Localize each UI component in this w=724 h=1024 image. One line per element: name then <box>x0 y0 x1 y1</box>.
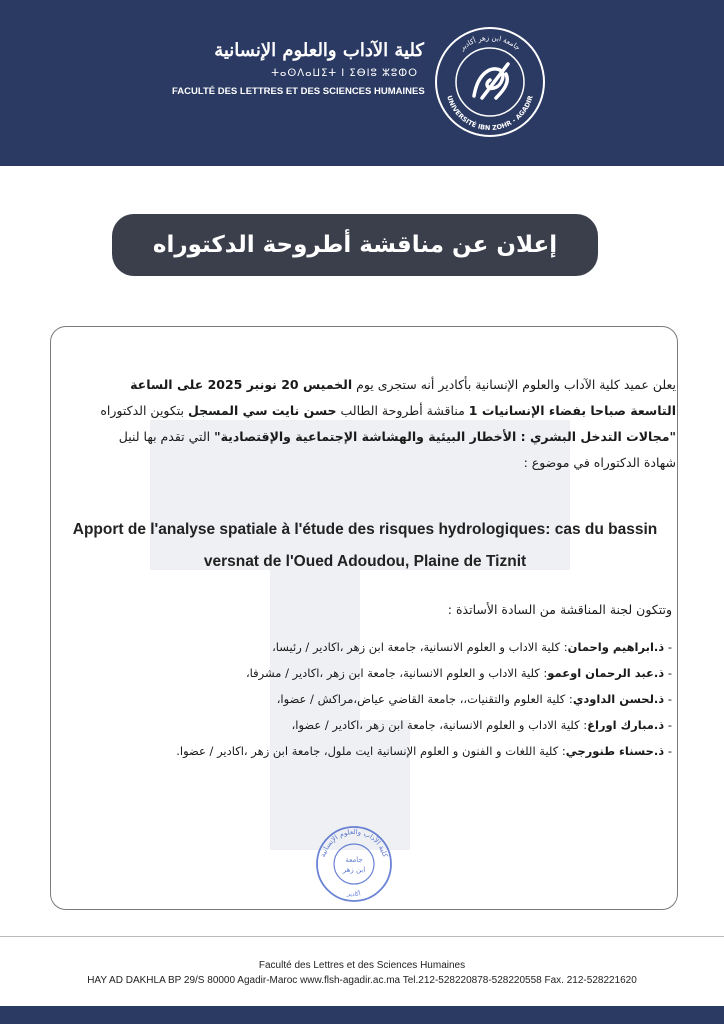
logo-ring-ar: جامعة ابن زهر أكادير <box>458 33 522 53</box>
member-name: ذ.عبد الرحمان اوعمو <box>547 666 665 680</box>
committee-member: - ذ.عبد الرحمان اوعمو: كلية الاداب و العلوم الانسانية، جامعة ابن زهر ،اكادير / مشرفا، <box>245 666 672 680</box>
stamp-outer-text: كلية الآداب والعلوم الإنسانية <box>318 827 390 859</box>
thesis-title-line-1: Apport de l'analyse spatiale à l'étude des risques hydrologiques: cas du bassin <box>72 521 658 538</box>
faculty-name-tifinagh: ⵜⴰⵙⴷⴰⵡⵉⵜ ⵏ ⵉⴱⵏⵓ ⵣⵓⵀⵔ <box>271 68 418 79</box>
stamp-inner-line-2: ابن زهر <box>342 866 366 874</box>
svg-text:كلية الآداب والعلوم الإنسانية <box>319 828 389 859</box>
official-stamp-icon <box>314 824 394 904</box>
member-details: : كلية الاداب و العلوم الانسانية، جامعة ابن زهر ،اكادير / عضوا، <box>291 718 588 732</box>
footer-divider <box>0 936 724 937</box>
announcement-title-pill <box>112 214 598 276</box>
para-text-1: يعلن عميد كلية الآداب والعلوم الإنسانية بأكادير أنه ستجرى يوم <box>352 377 676 392</box>
svg-text:أكادير <box>346 889 362 898</box>
footer-band <box>0 1006 724 1024</box>
thesis-title-line-2: versnat de l'Oued Adoudou, Plaine de Tiznit <box>203 553 527 570</box>
para-text-3: بتكوين الدكتوراه <box>100 403 189 418</box>
committee-member: - ذ.حسناء طنورجي: كلية اللغات و الفنون و العلوم الإنسانية ايت ملول، جامعة ابن زهر ،اكادير / عضوا. <box>176 744 672 758</box>
member-details: : كلية العلوم والتقنيات،، جامعة القاضي عياض،مراكش / عضوا، <box>276 692 573 706</box>
committee-member: - ذ.لحسن الداودي: كلية العلوم والتقنيات،، جامعة القاضي عياض،مراكش / عضوا، <box>276 692 672 706</box>
committee-member: - ذ.ابراهيم واحمان: كلية الاداب و العلوم الانسانية، جامعة ابن زهر ،اكادير / رئيسا، <box>272 640 672 654</box>
page-title: إعلان عن مناقشة أطروحة الدكتوراه <box>152 232 558 258</box>
svg-text:جامعة ابن زهر أكادير <box>458 34 522 53</box>
university-logo-icon <box>434 26 546 138</box>
announcement-paragraph <box>84 372 676 476</box>
footer-institution: Faculté des Lettres et des Sciences Humaines <box>258 960 466 971</box>
para-text-2: مناقشة أطروحة الطالب <box>336 403 469 418</box>
member-name: ذ.حسناء طنورجي <box>565 744 665 758</box>
footer-contact: HAY AD DAKHLA BP 29/S 80000 Agadir-Maroc www.flsh-agadir.ac.ma Tel.212-528220878-528220558 Fax. 212-528221620 <box>87 975 637 986</box>
member-name: ذ.لحسن الداودي <box>572 692 665 706</box>
faculty-name-arabic: كلية الآداب والعلوم الإنسانية <box>214 40 424 61</box>
committee-member: - ذ.مبارك اوراغ: كلية الاداب و العلوم الانسانية، جامعة ابن زهر ،اكادير / عضوا، <box>291 718 672 732</box>
member-details: : كلية اللغات و الفنون و العلوم الإنسانية ايت ملول، جامعة ابن زهر ،اكادير / عضوا. <box>176 744 566 758</box>
member-name: ذ.ابراهيم واحمان <box>567 640 665 654</box>
thesis-title <box>60 514 670 578</box>
member-details: : كلية الاداب و العلوم الانسانية، جامعة ابن زهر ،اكادير / مشرفا، <box>245 666 548 680</box>
member-name: ذ.مبارك اوراغ <box>587 718 665 732</box>
faculty-name-french: FACULTÉ DES LETTRES ET DES SCIENCES HUMAINES <box>172 86 425 97</box>
logo-ring-fr: UNIVERSITÉ IBN ZOHR - AGADIR <box>445 94 535 133</box>
stamp-bottom-text: أكادير <box>346 890 362 899</box>
committee-list <box>90 634 672 764</box>
para-date-time: الخميس 20 نونبر 2025 على الساعة التاسعة صباحا بفضاء الإنسانيات 1 <box>130 377 676 418</box>
stamp-inner-line-1: جامعة <box>345 856 363 864</box>
header-band <box>0 0 724 166</box>
para-student-name: حسن نايت سي المسجل <box>188 403 337 418</box>
para-text-4: التي تقدم بها لنيل شهادة الدكتوراه في موضوع : <box>118 429 676 470</box>
committee-heading: وتتكون لجنة المناقشة من السادة الأساتذة : <box>447 602 672 617</box>
member-details: : كلية الاداب و العلوم الانسانية، جامعة ابن زهر ،اكادير / رئيسا، <box>272 640 568 654</box>
para-doctoral-program: "مجالات التدخل البشري : الأخطار البيئية والهشاشة الإجتماعية والإقتصادية" <box>214 429 676 444</box>
